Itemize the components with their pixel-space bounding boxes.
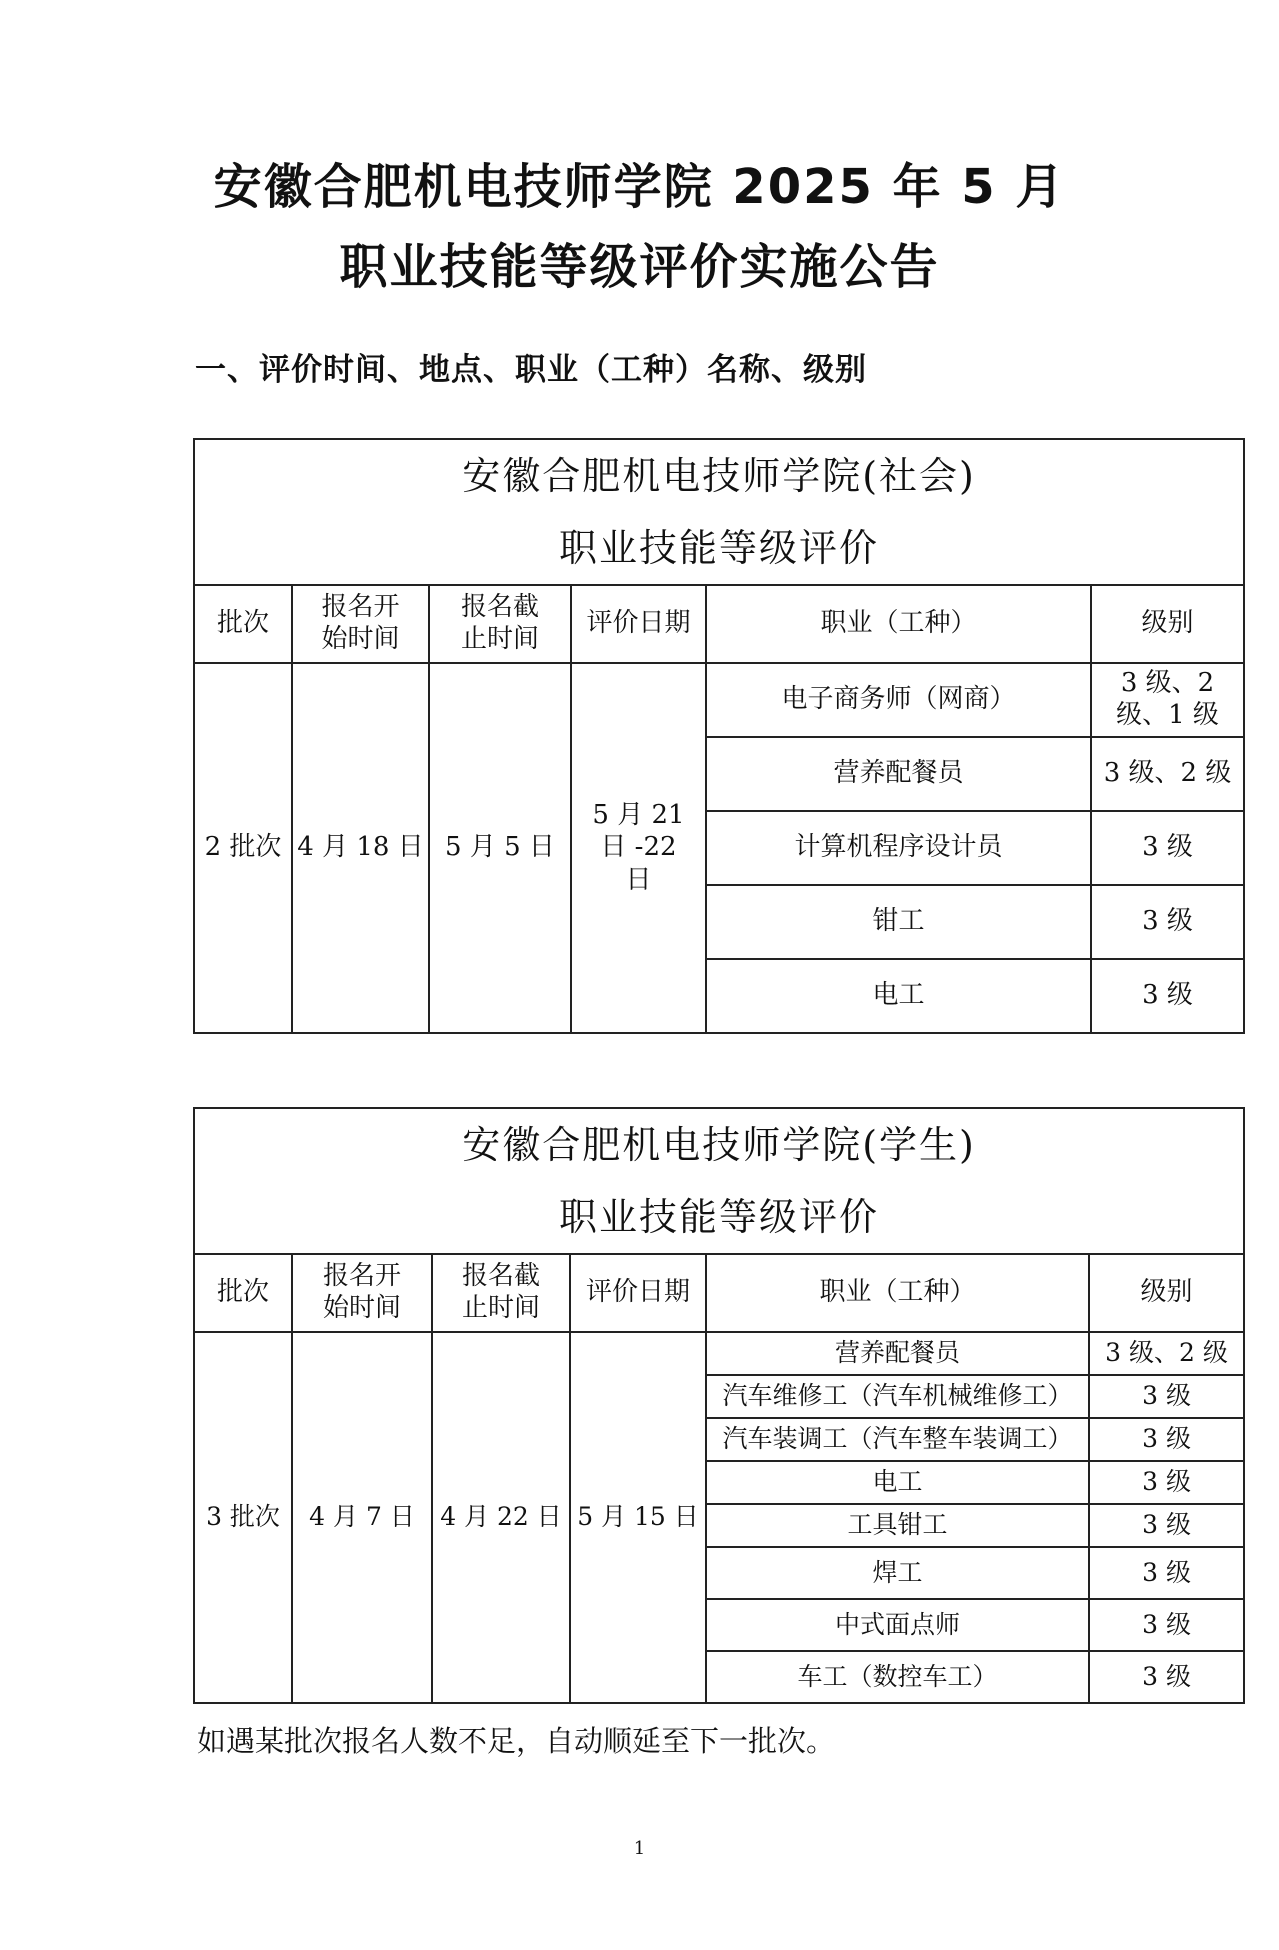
- table-caption-line-1: 安徽合肥机电技师学院(学生): [462, 1123, 976, 1167]
- document-title-line-2: 职业技能等级评价实施公告: [339, 239, 940, 295]
- header-level: 级别: [1091, 585, 1244, 663]
- header-occupation: 职业（工种）: [706, 1254, 1089, 1332]
- occupation-cell: 计算机程序设计员: [706, 811, 1091, 885]
- eval-date-cell: 5 月 21 日 -22 日: [571, 663, 706, 1033]
- occupation-cell: 钳工: [706, 885, 1091, 959]
- header-eval-date: 评价日期: [570, 1254, 706, 1332]
- table-caption-line-2: 职业技能等级评价: [559, 526, 880, 570]
- reg-end-cell: 4 月 22 日: [432, 1332, 570, 1703]
- footnote: 如遇某批次报名人数不足，自动顺延至下一批次。: [197, 1724, 836, 1758]
- header-reg-start: 报名开始时间: [292, 585, 429, 663]
- level-cell: 3 级: [1089, 1651, 1244, 1703]
- occupation-cell: 电子商务师（网商）: [706, 663, 1091, 737]
- evaluation-table-public: [193, 438, 1245, 1034]
- header-batch: 批次: [194, 1254, 292, 1332]
- level-cell: 3 级、2 级: [1091, 737, 1244, 811]
- occupation-cell: 营养配餐员: [706, 737, 1091, 811]
- occupation-cell: 车工（数控车工）: [706, 1651, 1089, 1703]
- occupation-cell: 营养配餐员: [706, 1332, 1089, 1375]
- document-title-line-1: 安徽合肥机电技师学院 2025 年 5 月: [213, 159, 1066, 215]
- occupation-cell: 工具钳工: [706, 1504, 1089, 1547]
- evaluation-table-student: [193, 1107, 1245, 1704]
- page-number: 1: [633, 1838, 646, 1859]
- occupation-cell: 汽车装调工（汽车整车装调工）: [706, 1418, 1089, 1461]
- table-caption-line-1: 安徽合肥机电技师学院(社会): [462, 454, 976, 498]
- header-batch: 批次: [194, 585, 292, 663]
- level-cell: 3 级: [1089, 1461, 1244, 1504]
- occupation-cell: 汽车维修工（汽车机械维修工）: [706, 1375, 1089, 1418]
- level-cell: 3 级、2 级: [1089, 1332, 1244, 1375]
- header-occupation: 职业（工种）: [706, 585, 1091, 663]
- level-cell: 3 级: [1089, 1547, 1244, 1599]
- reg-start-cell: 4 月 18 日: [292, 663, 429, 1033]
- level-cell: 3 级: [1091, 885, 1244, 959]
- level-cell: 3 级: [1089, 1599, 1244, 1651]
- level-cell: 3 级: [1089, 1504, 1244, 1547]
- level-cell: 3 级: [1091, 959, 1244, 1033]
- occupation-cell: 电工: [706, 959, 1091, 1033]
- table-caption: [194, 439, 1244, 585]
- occupation-cell: 中式面点师: [706, 1599, 1089, 1651]
- reg-end-cell: 5 月 5 日: [429, 663, 571, 1033]
- level-cell: 3 级: [1089, 1418, 1244, 1461]
- level-cell: 3 级: [1091, 811, 1244, 885]
- header-level: 级别: [1089, 1254, 1244, 1332]
- header-reg-start: 报名开始时间: [292, 1254, 432, 1332]
- table-caption: [194, 1108, 1244, 1254]
- header-reg-end: 报名截止时间: [429, 585, 571, 663]
- header-reg-end: 报名截止时间: [432, 1254, 570, 1332]
- batch-cell: 3 批次: [194, 1332, 292, 1703]
- level-cell: 3 级、2 级、1 级: [1091, 663, 1244, 737]
- header-eval-date: 评价日期: [571, 585, 706, 663]
- occupation-cell: 焊工: [706, 1547, 1089, 1599]
- level-cell: 3 级: [1089, 1375, 1244, 1418]
- occupation-cell: 电工: [706, 1461, 1089, 1504]
- section-heading: 一、评价时间、地点、职业（工种）名称、级别: [195, 352, 867, 388]
- table-caption-line-2: 职业技能等级评价: [559, 1195, 880, 1239]
- eval-date-cell: 5 月 15 日: [570, 1332, 706, 1703]
- reg-start-cell: 4 月 7 日: [292, 1332, 432, 1703]
- batch-cell: 2 批次: [194, 663, 292, 1033]
